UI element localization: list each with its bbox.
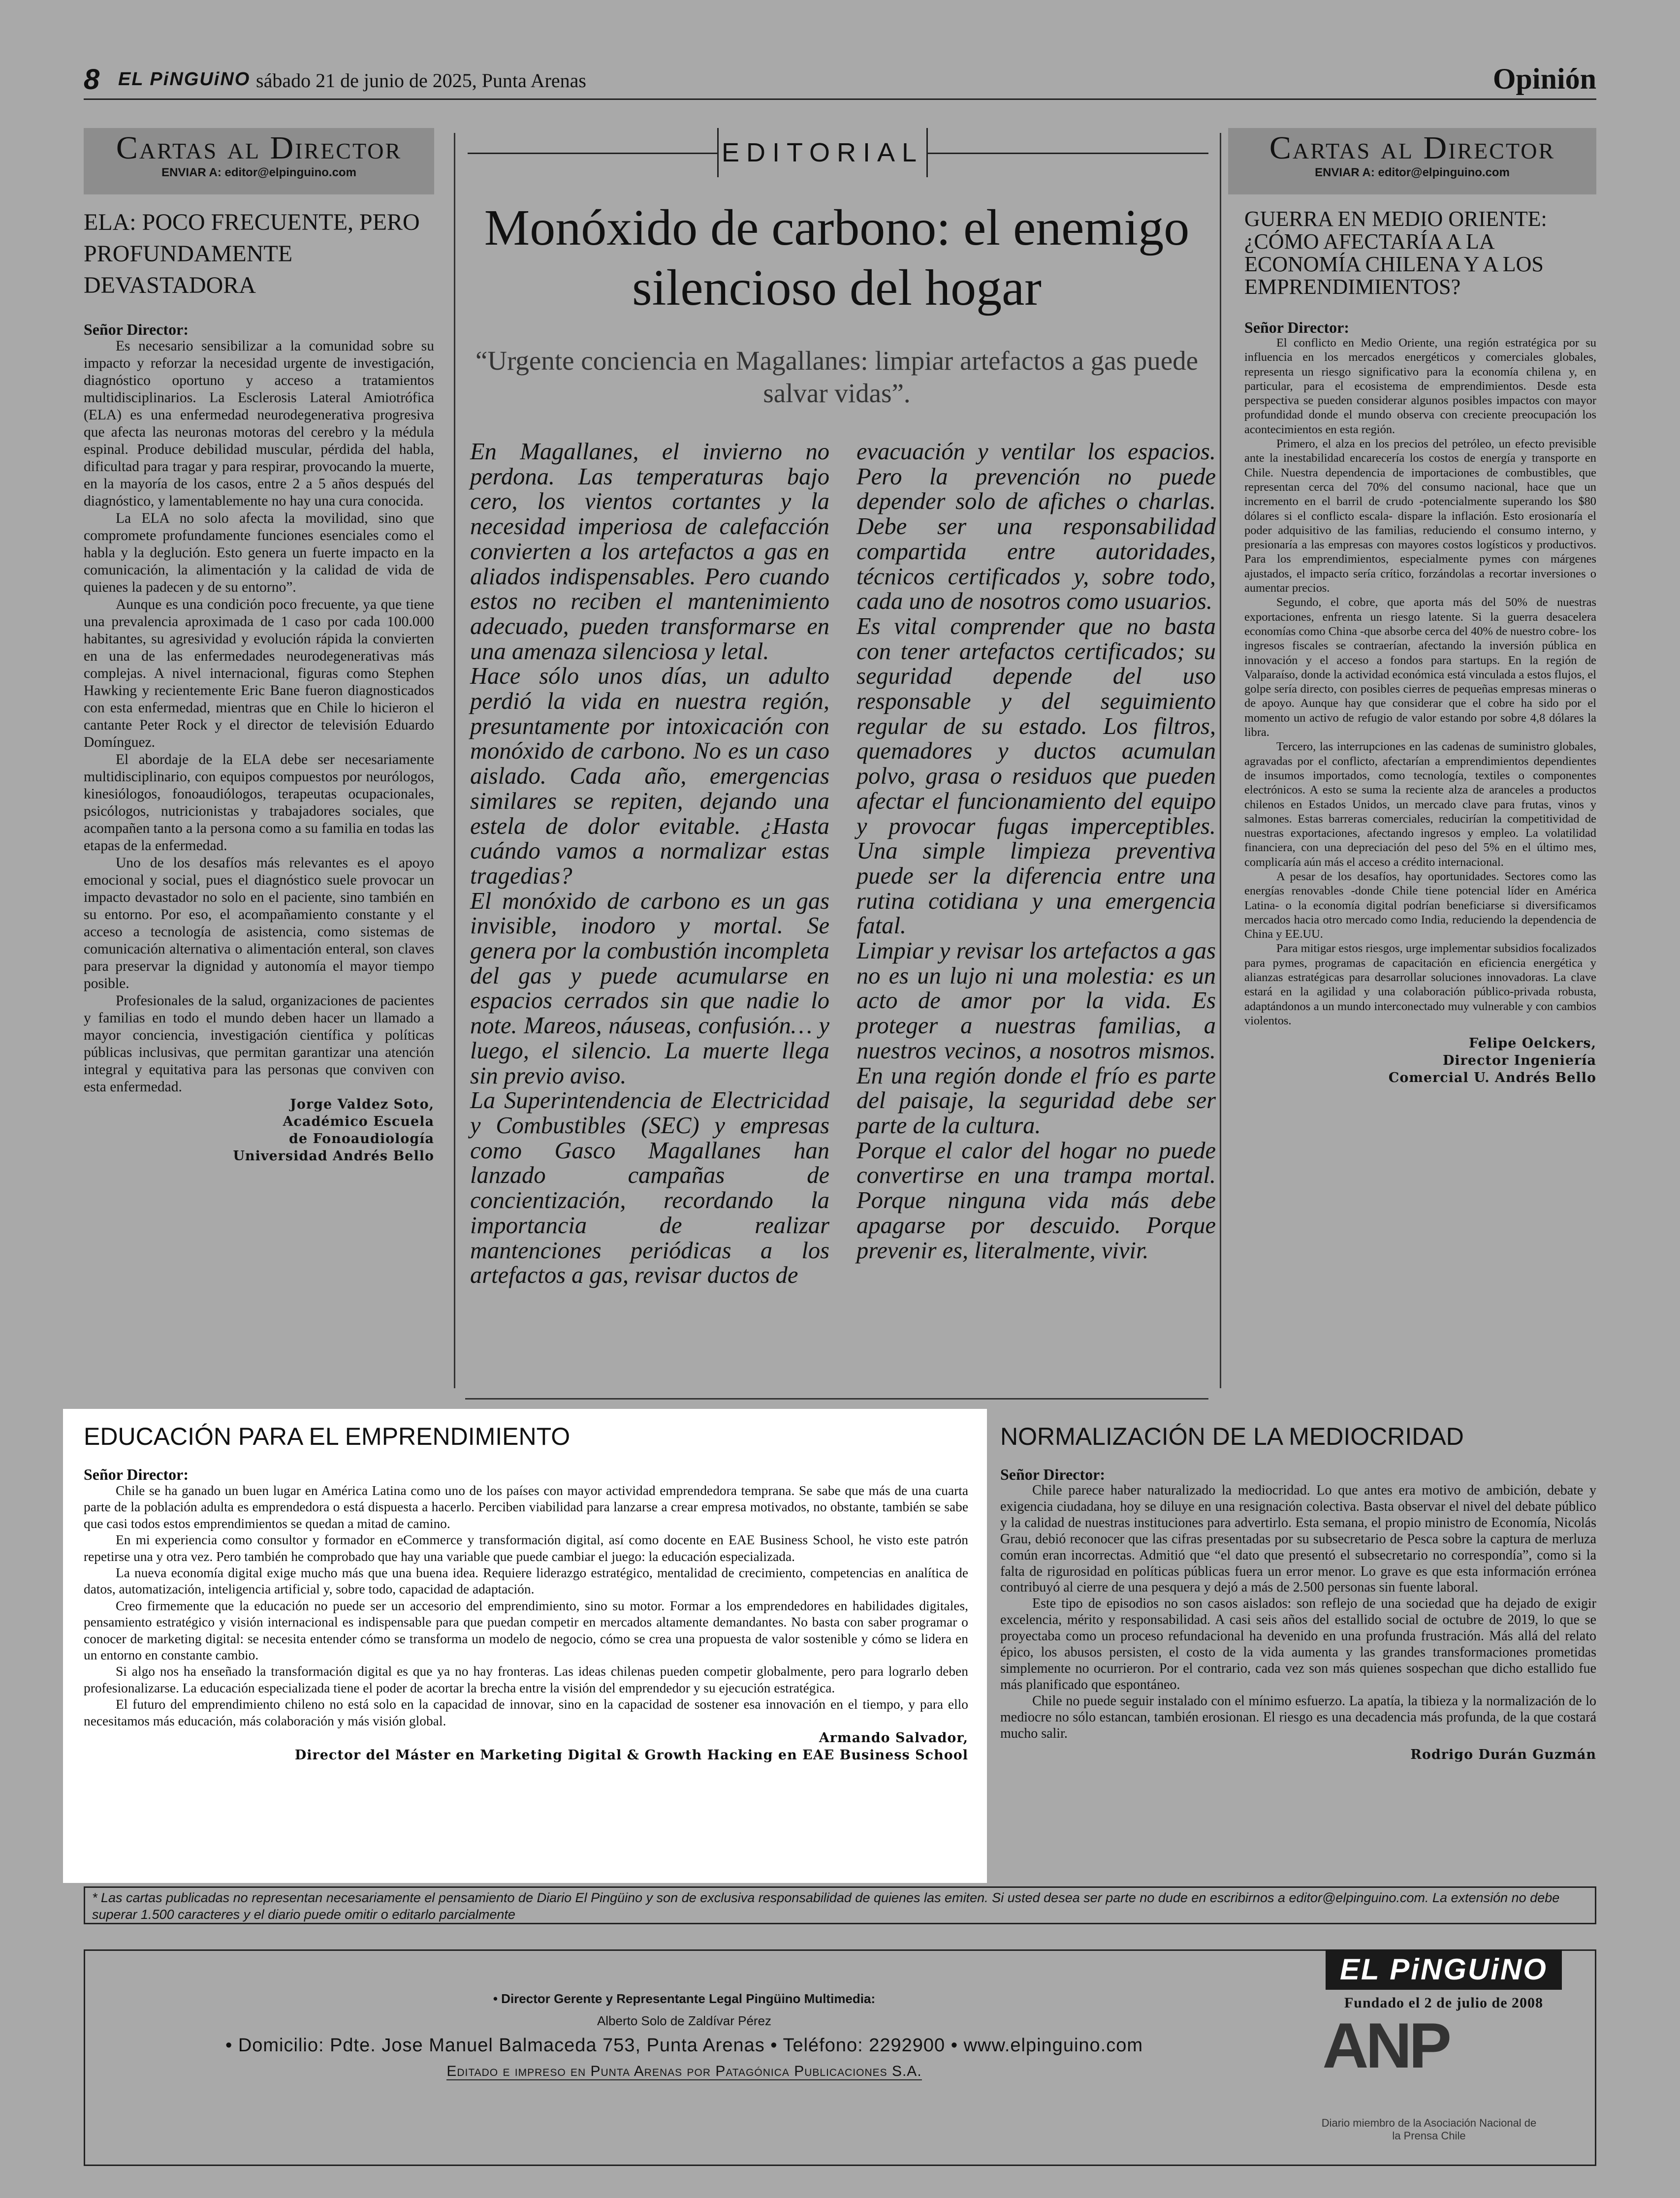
paragraph: Aunque es una condición poco frecuente, ya que tiene una prevalencia aproximada de 1 caso por cada 100.000 habitantes, su agresividad y evolución rápida la convierten en una de las enfermedades neurodegenerativas más complejas. A nivel internacional, figuras como Stephen Hawking y recientemente Eric Bane fueron diagnosticados con esta enfermedad, mientras que en Chile lo hicieron el cantante Peter Rock y el director de televisión Eduardo Domínguez. <box>84 597 434 750</box>
disclaimer-note: * Las cartas publicadas no representan necesariamente el pensamiento de Diario El Pingüino y son de exclusiva responsabilidad de quienes las emiten. Si usted desea ser parte no dude en escribirnos a editor@elpinguino.com. La extensión no debe superar 1.500 caracteres y el diario puede omitir o editarlo parcialmente <box>84 1886 1596 1924</box>
letter-body <box>84 1483 968 1729</box>
letter-ela <box>84 207 434 1165</box>
footer-founded: Fundado el 2 de julio de 2008 <box>1344 1995 1544 2011</box>
signature-line: Rodrigo Durán Guzmán <box>1410 1747 1596 1762</box>
paragraph: En Magallanes, el invierno no perdona. Las temperaturas bajo cero, los vientos cortantes y la necesidad imperiosa de calefacción convierten a los artefactos a gas en aliados indispensables. Pero cuando estos no reciben el mantenimiento adecuado, pueden transformarse en una amenaza silenciosa y letal. <box>470 439 829 665</box>
signature-line: Jorge Valdez Soto, <box>290 1097 434 1112</box>
signature-line: de Fonoaudiología <box>289 1131 434 1147</box>
letter-salutation: Señor Director: <box>1244 319 1349 336</box>
signature-line: Universidad Andrés Bello <box>233 1148 434 1164</box>
letter-salutation: Señor Director: <box>84 320 189 338</box>
paragraph: En mi experiencia como consultor y formador en eCommerce y transformación digital, así como docente en EAE Business School, he visto este patrón repetirse una y otra vez. Pero también he comprobado que hay una variable que puede cambiar el juego: la educación especializada. <box>84 1532 968 1564</box>
letters-box-title: Cartas al Director <box>1269 130 1555 166</box>
letter-title: GUERRA EN MEDIO ORIENTE: ¿CÓMO AFECTARÍA A LA ECONOMÍA CHILENA Y A LOS EMPRENDIMIENTOS? <box>1244 207 1547 299</box>
paragraph: Limpiar y revisar los artefactos a gas no es un lujo ni una molestia: es un acto de amor por la vida. Es proteger a nuestras familias, a nuestros vecinos, a nosotros mismos. En una región donde el frío es parte del paisaje, la seguridad debe ser parte de la cultura. <box>856 938 1216 1139</box>
paragraph: Creo firmemente que la educación no puede ser un accesorio del emprendimiento, sino su motor. Formar a los emprendedores en habilidades digitales, pensamiento estratégico y visión internacional es indispensable para que puedan competir en mercados altamente demandantes. No basta con saber programar o conocer de marketing digital: se necesita entender cómo se transforma un modelo de negocio, cómo se crea una propuesta de valor sostenible y cómo se lidera en un entorno en constante cambio. <box>84 1598 968 1663</box>
letter-signature <box>84 1729 968 1764</box>
paragraph: Primero, el alza en los precios del petróleo, un efecto previsible ante la inestabilidad encarecería los costos de energía y transporte en Chile. Nuestra dependencia de importaciones de combustibles, que representan cerca del 70% del consumo nacional, hace que un incremento en el barril de crudo -potencialmente superando los $80 dólares si el conflicto escala- dispare la inflación. Esto erosionaría el poder adquisitivo de las familias, reduciendo el consumo interno, y presionaría a las empresas con mayores costos logísticos y productivos. Para los emprendimientos, especialmente pymes con márgenes ajustados, el impacto sería crítico, forzándolas a recortar inversiones o aumentar precios. <box>1244 437 1596 595</box>
paragraph: Si algo nos ha enseñado la transformación digital es que ya no hay fronteras. Las ideas chilenas pueden competir globalmente, pero para lograrlo deben profesionalizarse. La educación especializada tiene el poder de acortar la brecha entre la visión del emprendedor y su ejecución estratégica. <box>84 1664 968 1695</box>
editorial-column-1 <box>470 440 829 1288</box>
paragraph: Es necesario sensibilizar a la comunidad sobre su impacto y reforzar la necesidad urgente de investigación, diagnóstico oportuno y acceso a tratamientos multidisciplinarios. La Esclerosis Lateral Amiotrófica (ELA) es una enfermedad neurodegenerativa progresiva que afecta las neuronas motoras del cerebro y la médula espinal. Produce debilidad muscular, pérdida del habla, dificultad para tragar y para respirar, provocando la muerte, en la mayoría de los casos, entre 2 a 5 años después del diagnóstico, y lamentablemente no hay una cura conocida. <box>84 338 434 509</box>
paragraph: evacuación y ventilar los espacios. Pero la prevención no puede depender solo de afiches o charlas. Debe ser una responsabilidad compartida entre autoridades, técnicos certificados y, sobre todo, cada uno de nosotros como usuarios. <box>856 439 1216 615</box>
paragraph: Chile parece haber naturalizado la mediocridad. Lo que antes era motivo de ambición, debate y exigencia ciudadana, hoy se diluye en una resignación colectiva. Basta observar el nivel del debate público y la calidad de nuestras instituciones para advertirlo. Esta semana, el propio ministro de Economía, Nicolás Grau, debió reconocer que las cifras presentadas por su subsecretario de Pesca sobre la captura de merluza común eran incorrectas. Admitió que “el dato que presentó el subsecretario no correspondía”, como si la falta de rigurosidad en políticas públicas fuera un error menor. Lo grave es que esta información errónea contribuyó al cierre de una pesquera y dejó a más de 2.500 personas sin fuente laboral. <box>1000 1483 1596 1595</box>
signature-line: Comercial U. Andrés Bello <box>1388 1070 1596 1086</box>
paragraph: La Superintendencia de Electricidad y Combustibles (SEC) y empresas como Gasco Magallanes han lanzado campañas de concientización, recordando la importancia de realizar mantenciones periódicas a los artefactos a gas, revisar ductos de <box>470 1087 829 1289</box>
paragraph: Chile no puede seguir instalado con el mínimo esfuerzo. La apatía, la tibieza y la normalización de lo mediocre no sólo estancan, también erosionan. El riesgo es una decadencia más profunda, de la que costará mucho salir. <box>1000 1693 1596 1741</box>
letter-salutation: Señor Director: <box>1000 1465 1105 1483</box>
editorial-label: EDITORIAL <box>717 128 928 177</box>
section-title: Opinión <box>1492 63 1596 95</box>
paragraph: El monóxido de carbono es un gas invisible, inodoro y mortal. Se genera por la combustión incompleta del gas y puede acumularse en espacios cerrados sin que nadie lo note. Mareos, náuseas, confusión… y luego, el silencio. La muerte llega sin previo aviso. <box>470 888 829 1089</box>
signature-line: Felipe Oelckers, <box>1469 1036 1596 1051</box>
letter-title: EDUCACIÓN PARA EL EMPRENDIMIENTO <box>84 1423 571 1450</box>
anp-logo-icon: ANP <box>1322 2009 1449 2081</box>
editorial-column-2 <box>856 440 1216 1263</box>
paragraph: Porque el calor del hogar no puede convertirse en una trampa mortal. Porque ninguna vida más debe apagarse por descuido. Porque prevenir es, literalmente, vivir. <box>856 1137 1216 1264</box>
paragraph: Chile se ha ganado un buen lugar en América Latina como uno de los países con mayor actividad emprendedora temprana. Se sabe que más de una cuarta parte de la población adulta es emprendedora o está dispuesta a hacerlo. Perciben viabilidad para lanzarse a crear empresa motivados, no obstante, también se sabe que casi todos estos emprendimientos se quedan a mitad de camino. <box>84 1483 968 1531</box>
paragraph: Segundo, el cobre, que aporta más del 50% de nuestras exportaciones, enfrenta un riesgo latente. Si la guerra desacelera economías como China -que absorbe cerca del 40% de nuestro cobre- los ingresos fiscales se contraerían, afectando la inversión pública en innovación y el acceso a fondos para startups. En la región de Valparaíso, donde la actividad económica está vinculada a estos flujos, el golpe sería directo, con posibles cierres de pequeñas empresas mineras o de apoyo. Aunque hay que considerar que el cobre ha sido por el momento un activo de refugio de valor estando por sobre 4,8 dólares la libra. <box>1244 596 1596 739</box>
signature-line: Director Ingeniería <box>1443 1053 1596 1069</box>
paragraph: Tercero, las interrupciones en las cadenas de suministro globales, agravadas por el conflicto, afectarían a emprendimientos dependientes de insumos importados, como tecnología, textiles o componentes electrónicos. A esto se suma la reciente alza de aranceles a productos chilenos en Estados Unidos, un mercado clave para frutas, vinos y salmones. Estas barreras comerciales, reducirían la competitividad de nuestras exportaciones, afectando ingresos y empleo. La volatilidad financiera, con una depreciación del peso del 5% en el último mes, complicaría aún más el acceso a crédito internacional. <box>1244 740 1596 869</box>
page-number: 8 <box>84 64 100 96</box>
footer-logo: EL PiNGUiNO <box>1326 1949 1562 1990</box>
letter-body <box>1000 1483 1596 1742</box>
footer-director-name: Alberto Solo de Zaldívar Pérez <box>597 2013 772 2028</box>
letters-box-left <box>84 128 434 194</box>
paragraph: Es vital comprender que no basta con tener artefactos certificados; su seguridad depende del uso responsable y del seguimiento regular de su estado. Los filtros, quemadores y ductos acumulan polvo, grasa o residuos que pueden afectar el funcionamiento del equipo y provocar fugas imperceptibles. Una simple limpieza preventiva puede ser la diferencia entre una rutina cotidiana y una emergencia fatal. <box>856 613 1216 939</box>
signature-line: Director del Máster en Marketing Digital & Growth Hacking en EAE Business School <box>294 1748 968 1763</box>
letter-signature <box>84 1096 434 1165</box>
paragraph: El conflicto en Medio Oriente, una región estratégica por su influencia en los mercados energéticos y comerciales globales, representa un riesgo significativo para la economía chilena y, en particular, para el ecosistema de emprendimientos. Desde esta perspectiva se pueden considerar algunos posibles impactos con mayor profundidad donde el mundo observa con creciente preocupación los acontecimientos en esta región. <box>1244 336 1596 436</box>
signature-line: Académico Escuela <box>283 1114 434 1129</box>
paragraph: La nueva economía digital exige mucho más que una buena idea. Requiere liderazgo estratégico, mentalidad de crecimiento, competencias en analítica de datos, automatización, inteligencia artificial y, sobre todo, capacidad de adaptación. <box>84 1565 968 1597</box>
letters-send-to[interactable]: ENVIAR A: editor@elpinguino.com <box>1315 166 1510 179</box>
column-rule <box>1220 133 1221 1388</box>
letter-body <box>84 338 434 1096</box>
anp-member-text: Diario miembro de la Asociación Nacional de la Prensa Chile <box>1321 2117 1537 2142</box>
signature-line: Armando Salvador, <box>819 1730 968 1746</box>
paragraph: Hace sólo unos días, un adulto perdió la vida en nuestra región, presuntamente por intoxicación con monóxido de carbono. No es un caso aislado. Cada año, emergencias similares se repiten, dejando una estela de dolor evitable. ¿Hasta cuándo vamos a normalizar estas tragedias? <box>470 663 829 889</box>
paragraph: El futuro del emprendimiento chileno no está solo en la capacidad de innovar, sino en la capacidad de sostener esa innovación en el tiempo, y para ello necesitamos más educación, más colaboración y más visión global. <box>84 1697 968 1728</box>
issue-date: sábado 21 de junio de 2025, Punta Arenas <box>256 69 586 92</box>
letter-mediocridad <box>1000 1422 1596 1763</box>
paragraph: Para mitigar estos riesgos, urge implementar subsidios focalizados para pymes, programas de capacitación en eficiencia energética y alianzas estratégicas para desarrollar soluciones innovadoras. La clave estará en la agilidad y una colaboración público-privada robusta, adaptándonos a un mundo interconectado muy vulnerable y con cambios violentos. <box>1244 942 1596 1027</box>
paragraph: El abordaje de la ELA debe ser necesariamente multidisciplinario, con equipos compuestos por neurólogos, kinesiólogos, fonoaudiólogos, terapeutas ocupacionales, psicólogos, nutricionistas y trabajadores sociales, que acompañen tanto a la persona como a su familia en todas las etapas de la enfermedad. <box>84 752 434 854</box>
letters-box-right <box>1228 128 1596 194</box>
footer-printed <box>217 2062 1152 2081</box>
paragraph: Profesionales de la salud, organizaciones de pacientes y familias en todo el mundo deben hacer un llamado a mayor conciencia, investigación científica y políticas públicas inclusivas, que permitan garantizar una atención integral y equitativa para las personas que conviven con esta enfermedad. <box>84 993 434 1095</box>
letters-send-to[interactable]: ENVIAR A: editor@elpinguino.com <box>161 166 356 179</box>
letter-education <box>84 1422 968 1764</box>
editorial-bottom-rule <box>465 1398 1208 1400</box>
editorial-headline: Monóxido de carbono: el enemigo silencioso del hogar <box>484 199 1190 316</box>
editorial-rule <box>468 153 717 154</box>
paragraph: La ELA no solo afecta la movilidad, sino que compromete profundamente funciones esenciales como el habla y la deglución. Esto genera un fuerte impacto en la comunicación, la alimentación y la calidad de vida de quienes la padecen y de su entorno”. <box>84 510 434 595</box>
header-rule <box>84 98 1596 100</box>
letter-title: NORMALIZACIÓN DE LA MEDIOCRIDAD <box>1000 1423 1464 1450</box>
letter-signature <box>1244 1035 1596 1086</box>
letters-box-title: Cartas al Director <box>116 130 402 166</box>
footer-address[interactable]: • Domicilio: Pdte. Jose Manuel Balmaceda 753, Punta Arenas • Teléfono: 2292900 • www.elpinguino.com <box>225 2035 1143 2056</box>
masthead-logo: EL PiNGUiNO <box>118 69 251 90</box>
letter-title: ELA: POCO FRECUENTE, PERO PROFUNDAMENTE DEVASTADORA <box>84 209 420 298</box>
footer-printed-text: Editado e impreso en Punta Arenas por Patagónica Publicaciones S.A. <box>446 2063 922 2079</box>
letter-salutation: Señor Director: <box>84 1465 189 1483</box>
paragraph: Este tipo de episodios no son casos aislados: son reflejo de una sociedad que ha dejado de exigir excelencia, mérito y responsabilidad. A casi seis años del estallido social de octubre de 2019, lo que se proyectaba como un proceso refundacional ha devenido en una profunda frustración. Más allá del relato épico, los abusos persisten, el costo de la vida aumenta y las grandes transformaciones prometidas simplemente no ocurrieron. Por el contrario, cada vez son más quienes sospechan que dicho estallido fue más planificado que espontáneo. <box>1000 1596 1596 1692</box>
letter-guerra <box>1244 208 1596 1086</box>
column-rule <box>454 133 455 1388</box>
letter-signature <box>1000 1746 1596 1763</box>
footer-director-label: • Director Gerente y Representante Legal Pingüino Multimedia: <box>493 1991 876 2006</box>
paragraph: Uno de los desafíos más relevantes es el apoyo emocional y social, pues el diagnóstico suele provocar un impacto devastador no solo en el paciente, sino también en su entorno. Por eso, el acompañamiento constante y el acceso a tecnología de asistencia, como sistemas de comunicación alternativa o alimentación enteral, son claves para preservar la dignidad y autonomía el mayor tiempo posible. <box>84 855 434 991</box>
editorial-rule <box>928 153 1208 154</box>
paragraph: A pesar de los desafíos, hay oportunidades. Sectores como las energías renovables -donde Chile tiene potencial líder en América Latina- o la economía digital podrían beneficiarse si diversificamos mercados hacia otro mercado como India, reduciendo la dependencia de China y EE.UU. <box>1244 869 1596 941</box>
letter-body <box>1244 336 1596 1028</box>
editorial-deck: “Urgente conciencia en Magallanes: limpiar artefactos a gas puede salvar vidas”. <box>475 346 1199 408</box>
